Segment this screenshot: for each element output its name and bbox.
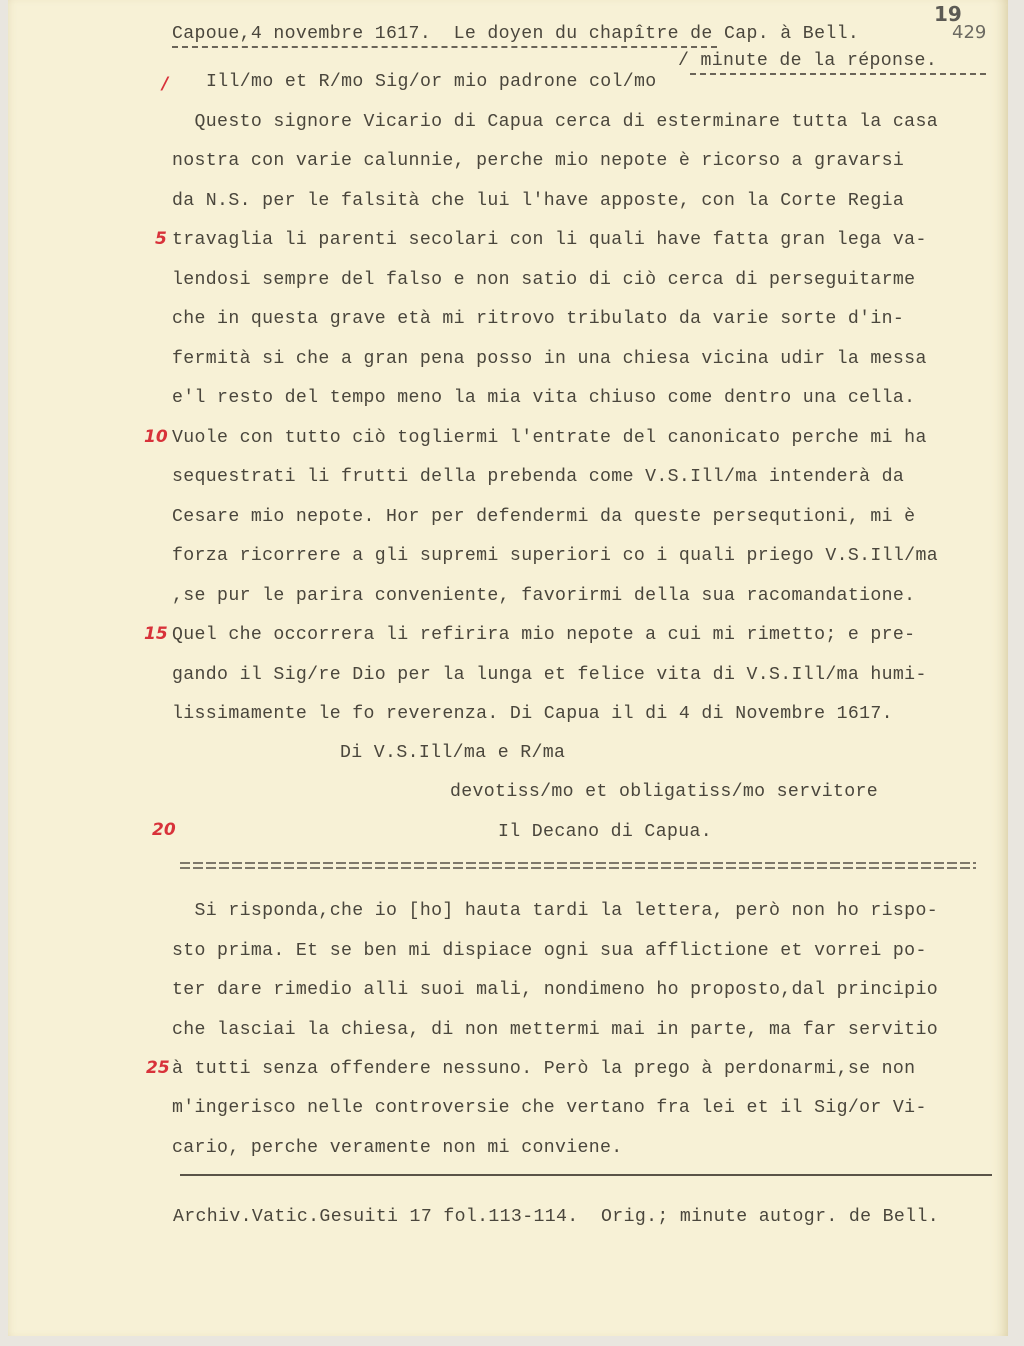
closing-line-1: Di V.S.Ill/ma e R/ma — [340, 743, 566, 763]
margin-mark-20: 20 — [152, 820, 176, 840]
salutation-underline — [690, 73, 986, 75]
document-page — [8, 0, 1008, 1336]
letter-line: fermità si che a gran pena posso in una chiesa vicina udir la messa — [172, 349, 927, 369]
header-title: Capoue,4 novembre 1617. Le doyen du chapître de Cap. à Bell. — [172, 24, 860, 44]
letter-line: e'l resto del tempo meno la mia vita chiuso come dentro una cella. — [172, 388, 916, 408]
header-underline — [172, 46, 717, 48]
letter-line: Questo signore Vicario di Capua cerca di esterminare tutta la casa — [172, 112, 938, 132]
source-citation: Archiv.Vatic.Gesuiti 17 fol.113-114. Orig.; minute autogr. de Bell. — [173, 1207, 939, 1227]
reply-line: à tutti senza offendere nessuno. Però la prego à perdonarmi,se non — [172, 1059, 916, 1079]
signature: Il Decano di Capua. — [498, 822, 713, 842]
folio-number: 429 — [952, 22, 987, 43]
section-separator — [180, 862, 976, 872]
letter-line: che in questa grave età mi ritrovo tribulato da varie sorte d'in- — [172, 309, 905, 329]
letter-line: nostra con varie calunnie, perche mio nepote è ricorso a gravarsi — [172, 151, 905, 171]
letter-line: Vuole con tutto ciò togliermi l'entrate del canonicato perche mi ha — [172, 428, 927, 448]
margin-mark-5: 5 — [155, 229, 167, 249]
margin-mark-slash: / — [162, 74, 169, 94]
header-subtitle: / minute de la réponse. — [678, 51, 938, 71]
reply-line: cario, perche veramente non mi conviene. — [172, 1138, 623, 1158]
reply-line: Si risponda,che io [ho] hauta tardi la lettera, però non ho rispo- — [172, 901, 938, 921]
footer-rule — [180, 1174, 992, 1176]
reply-line: che lasciai la chiesa, di non mettermi mai in parte, ma far servitio — [172, 1020, 938, 1040]
letter-line: sequestrati li frutti della prebenda come V.S.Ill/ma intenderà da — [172, 467, 905, 487]
letter-line: da N.S. per le falsità che lui l'have apposte, con la Corte Regia — [172, 191, 905, 211]
letter-line: gando il Sig/re Dio per la lunga et felice vita di V.S.Ill/ma humi- — [172, 665, 927, 685]
margin-mark-25: 25 — [146, 1058, 170, 1078]
salutation: Ill/mo et R/mo Sig/or mio padrone col/mo — [206, 72, 657, 92]
reply-line: ter dare rimedio alli suoi mali, nondimeno ho proposto,dal principio — [172, 980, 938, 1000]
letter-line: Quel che occorrera li refirira mio nepote a cui mi rimetto; e pre- — [172, 625, 916, 645]
letter-line: ,se pur le parira conveniente, favorirmi della sua racomandatione. — [172, 586, 916, 606]
letter-line: Cesare mio nepote. Hor per defendermi da queste persequtioni, mi è — [172, 507, 916, 527]
letter-line: forza ricorrere a gli supremi superiori co i quali priego V.S.Ill/ma — [172, 546, 938, 566]
letter-line: travaglia li parenti secolari con li quali have fatta gran lega va- — [172, 230, 927, 250]
reply-line: m'ingerisco nelle controversie che vertano fra lei et il Sig/or Vi- — [172, 1098, 927, 1118]
letter-line: lendosi sempre del falso e non satio di ciò cerca di perseguitarme — [172, 270, 916, 290]
closing-line-2: devotiss/mo et obligatiss/mo servitore — [450, 782, 879, 802]
letter-line: lissimamente le fo reverenza. Di Capua il di 4 di Novembre 1617. — [172, 704, 893, 724]
reply-line: sto prima. Et se ben mi dispiace ogni sua afflictione et vorrei po- — [172, 941, 927, 961]
margin-mark-10: 10 — [144, 427, 168, 447]
margin-mark-15: 15 — [144, 624, 168, 644]
folio-handwritten: 19 — [934, 2, 962, 26]
